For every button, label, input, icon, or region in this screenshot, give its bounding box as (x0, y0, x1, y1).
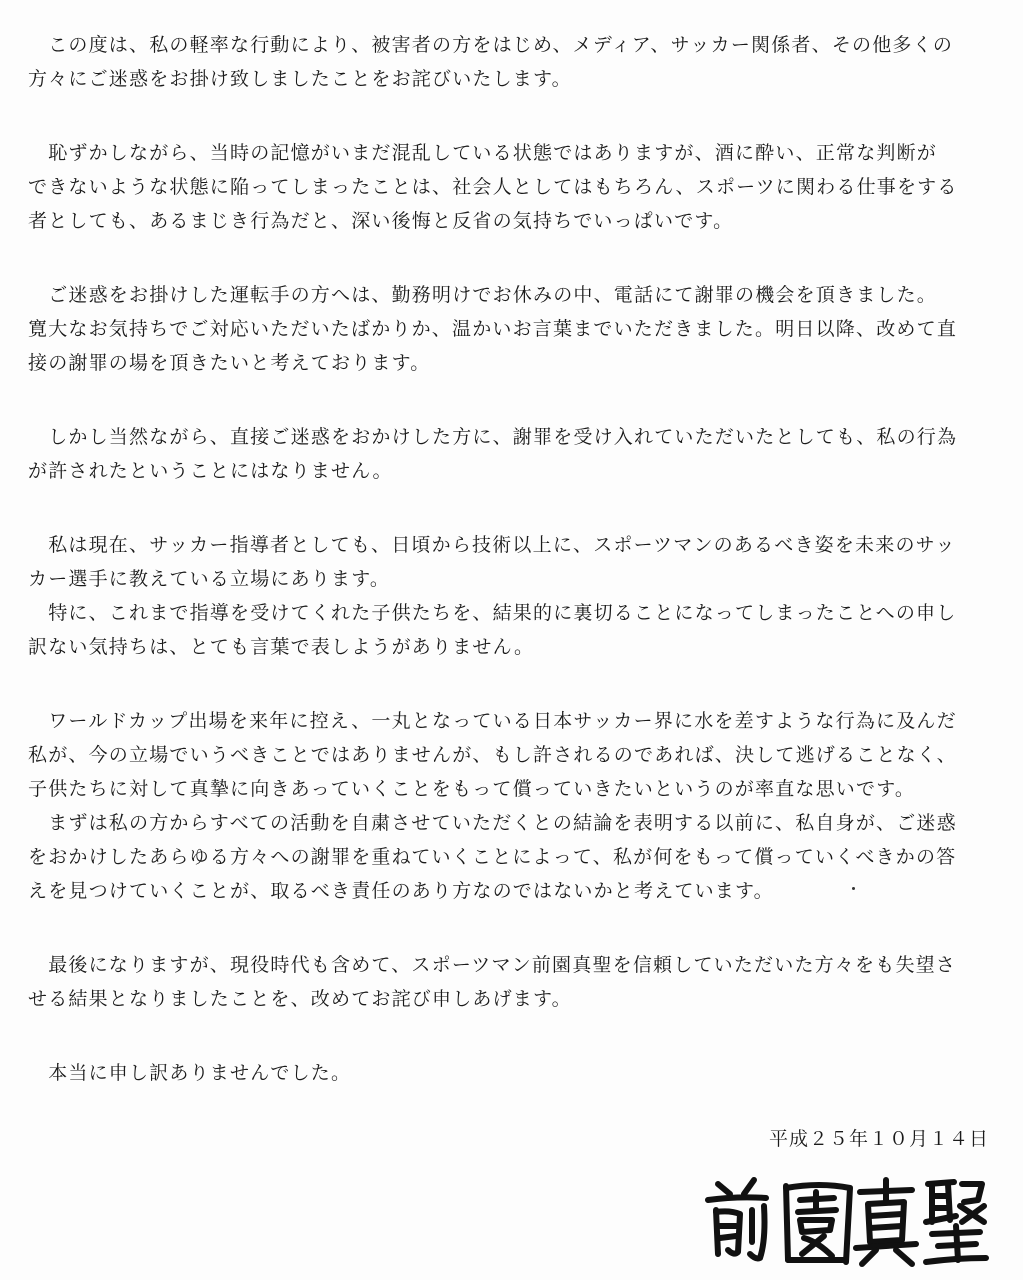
text-line: 接の謝罪の場を頂きたいと考えております。 (28, 352, 431, 374)
text-line: 最後になりますが、現役時代も含めて、スポーツマン前園真聖を信頼していただいた方々をも失望さ (28, 954, 957, 976)
paragraph-coach (28, 528, 996, 664)
text-line: 方々にご迷惑をお掛け致しましたことをお詫びいたします。 (28, 68, 572, 90)
text-line: が許されたということにはなりません。 (28, 460, 393, 482)
text-line: 私は現在、サッカー指導者としても、日頃から技術以上に、スポーツマンのあるべき姿を未来のサッ (28, 534, 956, 556)
paragraph-regret (28, 136, 996, 238)
text-line: カー選手に教えている立場にあります。 (28, 568, 391, 590)
paragraph-apology-intro (28, 28, 996, 96)
letter-body (28, 28, 996, 1130)
text-line: 寛大なお気持ちでご対応いただいたばかりか、温かいお言葉までいただきました。明日以降、改めて直 (28, 318, 958, 340)
text-line: せる結果となりましたことを、改めてお詫び申しあげます。 (28, 988, 572, 1010)
text-line: ご迷惑をお掛けした運転手の方へは、勤務明けでお休みの中、電話にて謝罪の機会を頂きました。 (28, 284, 938, 306)
text-line: をおかけしたあらゆる方々への謝罪を重ねていくことによって、私が何をもって償っていくべきかの答 (28, 846, 957, 868)
paragraph-worldcup (28, 704, 996, 908)
text-line: 訳ない気持ちは、とても言葉で表しようがありません。 (28, 636, 535, 658)
letter-date: 平成２５年１０月１４日 (768, 1128, 989, 1150)
text-line: えを見つけていくことが、取るべき責任のあり方なのではないかと考えています。 (28, 880, 774, 902)
text-line: 恥ずかしながら、当時の記憶がいまだ混乱している状態ではありますが、酒に酔い、正常な判断が (28, 142, 938, 164)
paragraph-driver (28, 278, 996, 380)
signature-image (700, 1170, 990, 1270)
text-line: 本当に申し訳ありませんでした。 (28, 1062, 352, 1084)
text-line: この度は、私の軽率な行動により、被害者の方をはじめ、メディア、サッカー関係者、その他多くの (28, 34, 954, 56)
scan-speck (852, 887, 855, 890)
paragraph-final-apology (28, 1056, 996, 1090)
paragraph-closing (28, 948, 996, 1016)
text-line: しかし当然ながら、直接ご迷惑をおかけした方に、謝罪を受け入れていただいたとしても、私の行為 (28, 426, 958, 448)
text-line: まずは私の方からすべての活動を自粛させていただくとの結論を表明する以前に、私自身が、ご迷惑 (28, 812, 957, 834)
text-line: できないような状態に陥ってしまったことは、社会人としてはもちろん、スポーツに関わる仕事をする (28, 176, 958, 198)
paragraph-not-forgiven (28, 420, 996, 488)
text-line: 私が、今の立場でいうべきことではありませんが、もし許されるのであれば、決して逃げることなく、 (28, 744, 957, 766)
text-line: 特に、これまで指導を受けてくれた子供たちを、結果的に裏切ることになってしまったことへの申し (28, 602, 957, 624)
text-line: ワールドカップ出場を来年に控え、一丸となっている日本サッカー界に水を差すような行為に及んだ (28, 710, 957, 732)
text-line: 者としても、あるまじき行為だと、深い後悔と反省の気持ちでいっぱいです。 (28, 210, 734, 232)
text-line: 子供たちに対して真摯に向きあっていくことをもって償っていきたいというのが率直な思いです。 (28, 778, 916, 800)
handwritten-signature (700, 1170, 990, 1270)
